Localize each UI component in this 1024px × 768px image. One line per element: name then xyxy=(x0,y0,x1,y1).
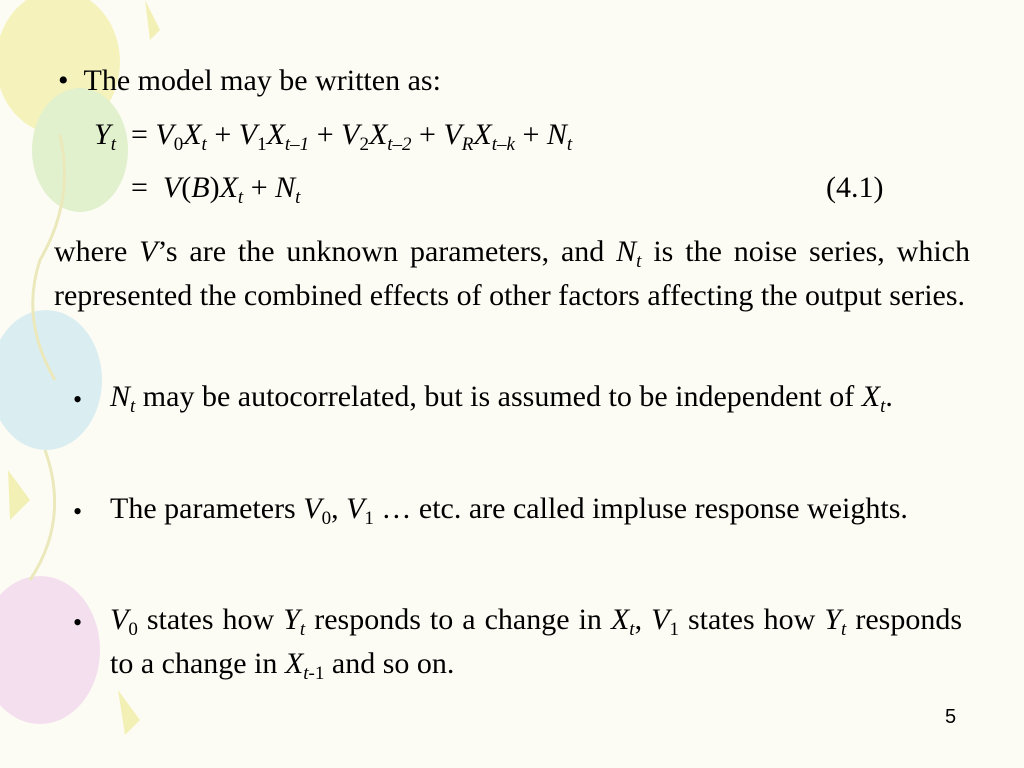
eq-operator: + xyxy=(522,118,540,151)
eq-symbol: X xyxy=(610,603,630,636)
eq-subscript: t xyxy=(130,396,136,417)
bullet-marker: • xyxy=(73,497,83,526)
eq-subscript: t xyxy=(295,187,301,208)
eq-subscript: t xyxy=(237,187,244,208)
eq-operator: ( xyxy=(181,171,192,204)
eq-subscript: t xyxy=(299,619,306,640)
eq-symbol: V xyxy=(110,603,129,636)
bullet-marker: • xyxy=(73,608,83,637)
equation-number: (4.1) xyxy=(826,171,884,204)
eq-subscript: 0 xyxy=(128,619,138,640)
eq-symbol: V xyxy=(443,118,462,151)
text: , xyxy=(331,492,347,525)
eq-symbol: V xyxy=(651,603,670,636)
eq-subscript: 1 xyxy=(364,508,374,529)
text: The parameters xyxy=(110,492,304,525)
eq-subscript: t xyxy=(110,134,116,155)
eq-subscript: t–2 xyxy=(387,134,412,155)
page-number: 5 xyxy=(945,706,957,728)
eq-symbol: X xyxy=(473,118,492,151)
text: . xyxy=(885,380,893,413)
eq-subscript: t xyxy=(880,396,886,417)
eq-subscript: t xyxy=(629,619,635,640)
eq-symbol: Y xyxy=(94,118,111,151)
text: and so on. xyxy=(324,647,455,680)
eq-operator: + xyxy=(214,118,232,151)
eq-subscript: -1 xyxy=(308,663,325,684)
eq-subscript: 0 xyxy=(321,508,332,529)
bullet-marker: • xyxy=(73,385,83,414)
eq-symbol: Y xyxy=(283,603,300,636)
text: may be autocorrelated, but is assumed to be independent of xyxy=(135,380,862,413)
bullet-item-3 xyxy=(110,598,962,686)
eq-symbol: V xyxy=(341,118,360,151)
equation-line-2: = $V(B)X_t + N_t$ xyxy=(131,171,301,208)
eq-symbol: X xyxy=(266,118,285,151)
eq-operator: + xyxy=(419,118,436,151)
text: states how xyxy=(137,603,284,636)
eq-symbol: V xyxy=(238,118,258,151)
eq-subscript: t xyxy=(566,134,573,155)
eq-operator: = xyxy=(130,118,148,151)
eq-operator: ) xyxy=(209,171,220,204)
where-paragraph xyxy=(54,230,970,318)
eq-symbol: V xyxy=(346,492,365,525)
text: , xyxy=(634,603,652,636)
eq-symbol: N xyxy=(275,171,296,204)
bullet-item-1 xyxy=(110,375,962,419)
eq-subscript: 0 xyxy=(173,134,184,155)
eq-operator: + xyxy=(250,171,268,204)
eq-subscript: t xyxy=(303,663,309,684)
text: … etc. are called impluse response weights. xyxy=(373,492,908,525)
text: ’s are the unknown parameters, and xyxy=(157,235,617,268)
intro-line xyxy=(58,63,441,99)
eq-symbol: X xyxy=(284,647,304,680)
eq-symbol: N xyxy=(546,118,567,151)
eq-subscript: t xyxy=(636,251,642,272)
eq-subscript: 1 xyxy=(257,134,267,155)
eq-symbol: X xyxy=(368,118,388,151)
text: responds to a change in xyxy=(110,603,962,680)
eq-symbol: N xyxy=(616,235,637,268)
eq-subscript: 2 xyxy=(359,134,369,155)
eq-symbol: X xyxy=(219,171,238,204)
intro-text: The model may be written as: xyxy=(83,64,441,97)
text: responds to a change in xyxy=(305,603,611,636)
eq-subscript: t–1 xyxy=(284,134,310,155)
eq-subscript: t xyxy=(841,619,847,640)
bullet: • xyxy=(58,64,69,97)
text: where xyxy=(54,235,140,268)
eq-symbol: X xyxy=(861,380,881,413)
eq-operator: + xyxy=(316,118,334,151)
eq-subscript: 1 xyxy=(669,619,679,640)
eq-subscript: R xyxy=(461,134,474,155)
eq-symbol: V xyxy=(155,118,174,151)
eq-subscript: t–k xyxy=(491,134,515,155)
eq-symbol: V xyxy=(303,492,322,525)
eq-symbol: V xyxy=(162,171,182,204)
eq-symbol: V xyxy=(139,235,158,268)
eq-subscript: t xyxy=(201,134,207,155)
text: is the noise series, which represented the combined effects of other factors affecting the output series. xyxy=(54,235,970,312)
eq-symbol: N xyxy=(110,380,131,413)
bullet-item-2 xyxy=(110,487,962,531)
eq-operator: = xyxy=(131,171,148,204)
eq-symbol: Y xyxy=(824,603,842,636)
equation-line-1 xyxy=(94,117,572,153)
text: states how xyxy=(678,603,825,636)
eq-symbol: X xyxy=(183,118,202,151)
